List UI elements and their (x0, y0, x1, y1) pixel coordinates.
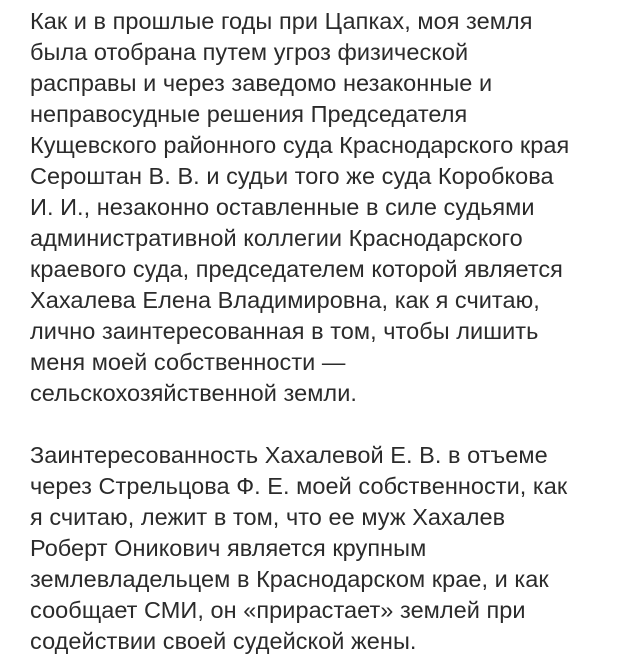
text-line: была отобрана путем угроз физической (30, 39, 469, 65)
text-line: Как и в прошлые годы при Цапках, моя земля (30, 8, 533, 34)
paragraph-1 (30, 6, 630, 409)
text-line: краевого суда, председателем которой является (30, 256, 563, 282)
text-line: административной коллегии Краснодарского (30, 225, 523, 251)
text-line: И. И., незаконно оставленные в силе судьями (30, 194, 535, 220)
text-line: Сероштан В. В. и судьи того же суда Коробкова (30, 163, 554, 189)
text-line: сообщает СМИ, он «прирастает» землей при (30, 597, 526, 623)
paragraph-2 (30, 440, 630, 657)
article-text (30, 6, 630, 657)
text-line: я считаю, лежит в том, что ее муж Хахалев (30, 504, 506, 530)
text-line: неправосудные решения Председателя (30, 101, 468, 127)
text-line: Кущевского районного суда Краснодарского края (30, 132, 570, 158)
text-line: Заинтересованность Хахалевой Е. В. в отъеме (30, 442, 548, 468)
text-line: меня моей собственности — (30, 349, 346, 375)
text-line: сельскохозяйственной земли. (30, 380, 357, 406)
text-line: содействии своей судейской жены. (30, 628, 417, 654)
text-line: расправы и через заведомо незаконные и (30, 70, 493, 96)
text-line: лично заинтересованная в том, чтобы лишить (30, 318, 539, 344)
text-line: землевладельцем в Краснодарском крае, и как (30, 566, 549, 592)
text-line: Роберт Оникович является крупным (30, 535, 427, 561)
text-line: через Стрельцова Ф. Е. моей собственности, как (30, 473, 568, 499)
text-line: Хахалева Елена Владимировна, как я считаю, (30, 287, 540, 313)
